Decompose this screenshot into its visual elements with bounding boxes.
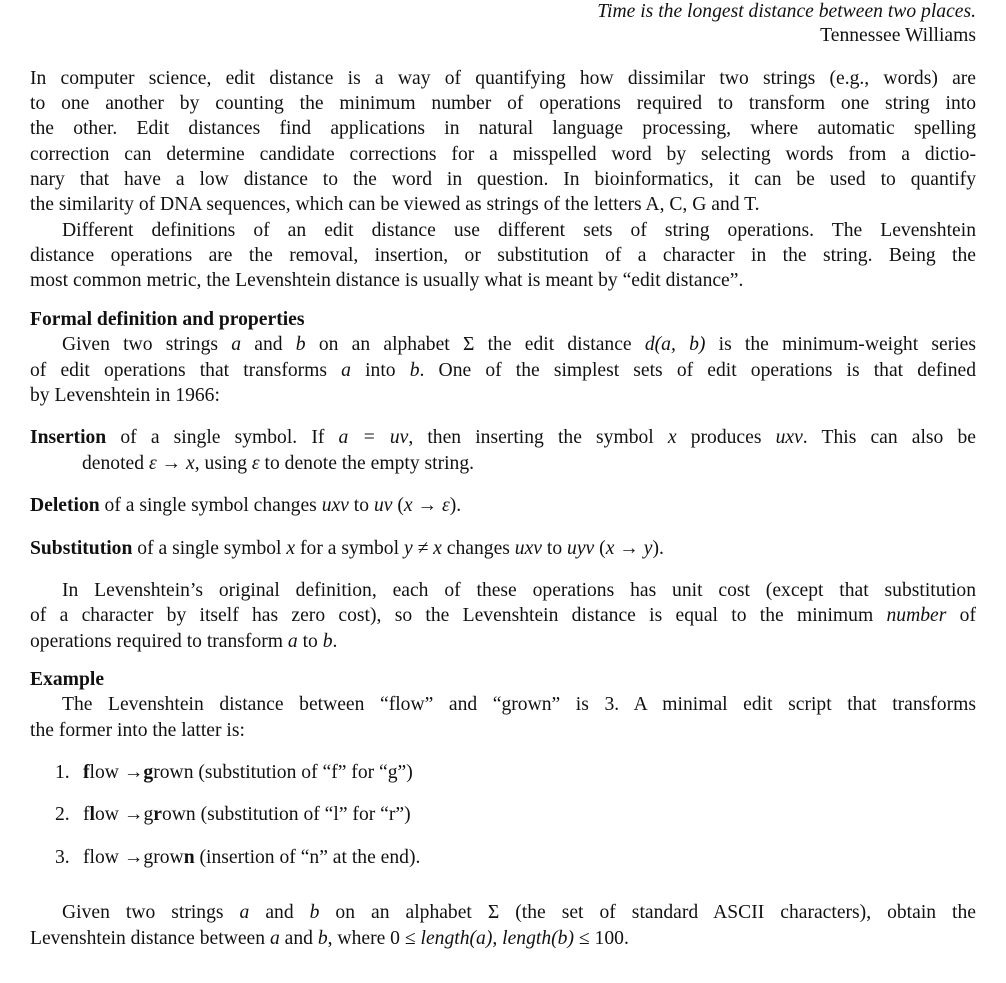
text: flow: [83, 847, 119, 868]
math-a: a: [341, 360, 351, 381]
epigraph-quote: Time is the longest distance between two places.: [597, 1, 976, 22]
math: x → y: [605, 538, 653, 559]
text-line: most common metric, the Levenshtein distance is usually what is meant by “edit distance”.: [30, 270, 744, 291]
section-heading-example: Example: [30, 669, 105, 690]
math: y ≠ x: [403, 538, 442, 559]
text: . This can also be: [802, 427, 976, 448]
text: , then inserting the symbol: [408, 427, 668, 448]
text: is the minimum-weight series: [705, 334, 977, 355]
text: grow: [143, 847, 184, 868]
math: x → ε: [403, 495, 450, 516]
list-item: [55, 802, 411, 827]
text: low: [89, 762, 119, 783]
highlight: f: [83, 762, 90, 783]
item-number: 1.: [55, 762, 70, 783]
text: Given two strings: [62, 902, 240, 923]
text-line: correction can determine candidate corrections for a misspelled word by selecting words from a dictio-: [30, 144, 976, 165]
text: .: [332, 631, 338, 652]
text-line: [30, 358, 976, 383]
text-line: to one another by counting the minimum number of operations required to transform one string into: [30, 93, 976, 114]
math: a = uv: [338, 427, 409, 448]
text-line: [30, 451, 976, 476]
math-b: b: [309, 902, 320, 923]
text: of a single symbol changes: [99, 495, 322, 516]
math-b: b: [295, 334, 306, 355]
text-line: In computer science, edit distance is a way of quantifying how dissimilar two strings (e.g., words) are: [30, 68, 976, 89]
note: (substitution of “f” for “g”): [193, 762, 413, 783]
text-line: [30, 629, 976, 654]
math: uxv: [514, 538, 542, 559]
item-number: 3.: [55, 847, 70, 868]
text-line: [30, 332, 976, 357]
math: uyv: [567, 538, 595, 559]
text-line: The Levenshtein distance between “flow” and “grown” is 3. A minimal edit script that transforms: [62, 694, 976, 715]
text: to: [348, 495, 374, 516]
text-line: [30, 926, 976, 951]
text: of: [946, 605, 976, 626]
text: operations required to transform: [30, 631, 288, 652]
math: ε → x: [148, 453, 195, 474]
text: , where 0 ≤: [327, 928, 421, 949]
text: of edit operations that transforms: [30, 360, 342, 381]
text: (: [594, 538, 606, 559]
arrow-icon: →: [118, 804, 144, 825]
text: on an alphabet Σ the edit distance: [305, 334, 645, 355]
math-a: a: [269, 928, 280, 949]
highlight: l: [89, 804, 95, 825]
text: and: [249, 902, 310, 923]
highlight: n: [183, 847, 195, 868]
text: of a character by itself has zero cost), so the Levenshtein distance is equal to the minimum: [30, 605, 887, 626]
text: , using: [194, 453, 252, 474]
epigraph-author: Tennessee Williams: [820, 25, 976, 46]
math-a: a: [287, 631, 298, 652]
text: denoted: [82, 453, 149, 474]
math-b: b: [409, 360, 420, 381]
operation-deletion: [30, 493, 976, 518]
math: ε: [251, 453, 260, 474]
operation-substitution: [30, 536, 976, 561]
math-a: a: [239, 902, 250, 923]
text-line: Different definitions of an edit distance use different sets of string operations. The Levenshtein: [62, 220, 976, 241]
text: Given two strings: [62, 334, 232, 355]
text-line: distance operations are the removal, insertion, or substitution of a character in the string. Being the: [30, 245, 976, 266]
note: (insertion of “n” at the end).: [194, 847, 421, 868]
text: ).: [449, 495, 462, 516]
text: to denote the empty string.: [259, 453, 475, 474]
math-distance: d(a, b): [644, 334, 706, 355]
text: into: [350, 360, 410, 381]
math: uxv: [775, 427, 803, 448]
math-b: b: [322, 631, 333, 652]
text: to: [542, 538, 568, 559]
highlight: g: [143, 762, 154, 783]
item-number: 2.: [55, 804, 70, 825]
text-line: [30, 900, 976, 925]
math: x: [286, 538, 296, 559]
text: to: [297, 631, 323, 652]
arrow-icon: →: [118, 847, 144, 868]
term-substitution: Substitution: [30, 538, 133, 559]
text: g: [143, 804, 154, 825]
text: of a single symbol: [132, 538, 287, 559]
math-constraint: length(a), length(b): [420, 928, 574, 949]
text: f: [83, 804, 90, 825]
math-b: b: [317, 928, 328, 949]
text-line: the similarity of DNA sequences, which can be viewed as strings of the letters A, C, G and T.: [30, 194, 760, 215]
text: of a single symbol. If: [106, 427, 339, 448]
text: rown: [153, 762, 194, 783]
operation-insertion: [30, 425, 976, 450]
text: ow: [94, 804, 119, 825]
emphasis: number: [886, 605, 947, 626]
text: ≤ 100.: [574, 928, 629, 949]
note: (substitution of “l” for “r”): [195, 804, 411, 825]
term-deletion: Deletion: [30, 495, 100, 516]
text: ).: [652, 538, 664, 559]
text-line: by Levenshtein in 1966:: [30, 385, 220, 406]
text-line: [30, 603, 976, 628]
text-line: nary that have a low distance to the word in question. In bioinformatics, it can be used to quantify: [30, 169, 976, 190]
arrow-icon: →: [118, 762, 144, 783]
text: on an alphabet Σ (the set of standard ASCII characters), obtain the: [319, 902, 976, 923]
text: for a symbol: [295, 538, 404, 559]
math: x: [667, 427, 677, 448]
text: changes: [441, 538, 515, 559]
highlight: r: [153, 804, 162, 825]
term-insertion: Insertion: [30, 427, 107, 448]
list-item: [55, 760, 413, 785]
text: own: [161, 804, 196, 825]
text-line: In Levenshtein’s original definition, each of these operations has unit cost (except that substitution: [62, 580, 976, 601]
text: Levenshtein distance between: [30, 928, 270, 949]
text-line: the former into the latter is:: [30, 720, 245, 741]
list-item: [55, 845, 420, 870]
text: produces: [676, 427, 776, 448]
text: and: [241, 334, 296, 355]
section-heading-formal-definition: Formal definition and properties: [30, 309, 305, 330]
math-a: a: [231, 334, 242, 355]
math: uv: [373, 495, 393, 516]
text: and: [279, 928, 318, 949]
text-line: the other. Edit distances find applications in natural language processing, where automatic spelling: [30, 118, 976, 139]
text: (: [392, 495, 404, 516]
math: uxv: [321, 495, 349, 516]
text: . One of the simplest sets of edit operations is that defined: [419, 360, 976, 381]
